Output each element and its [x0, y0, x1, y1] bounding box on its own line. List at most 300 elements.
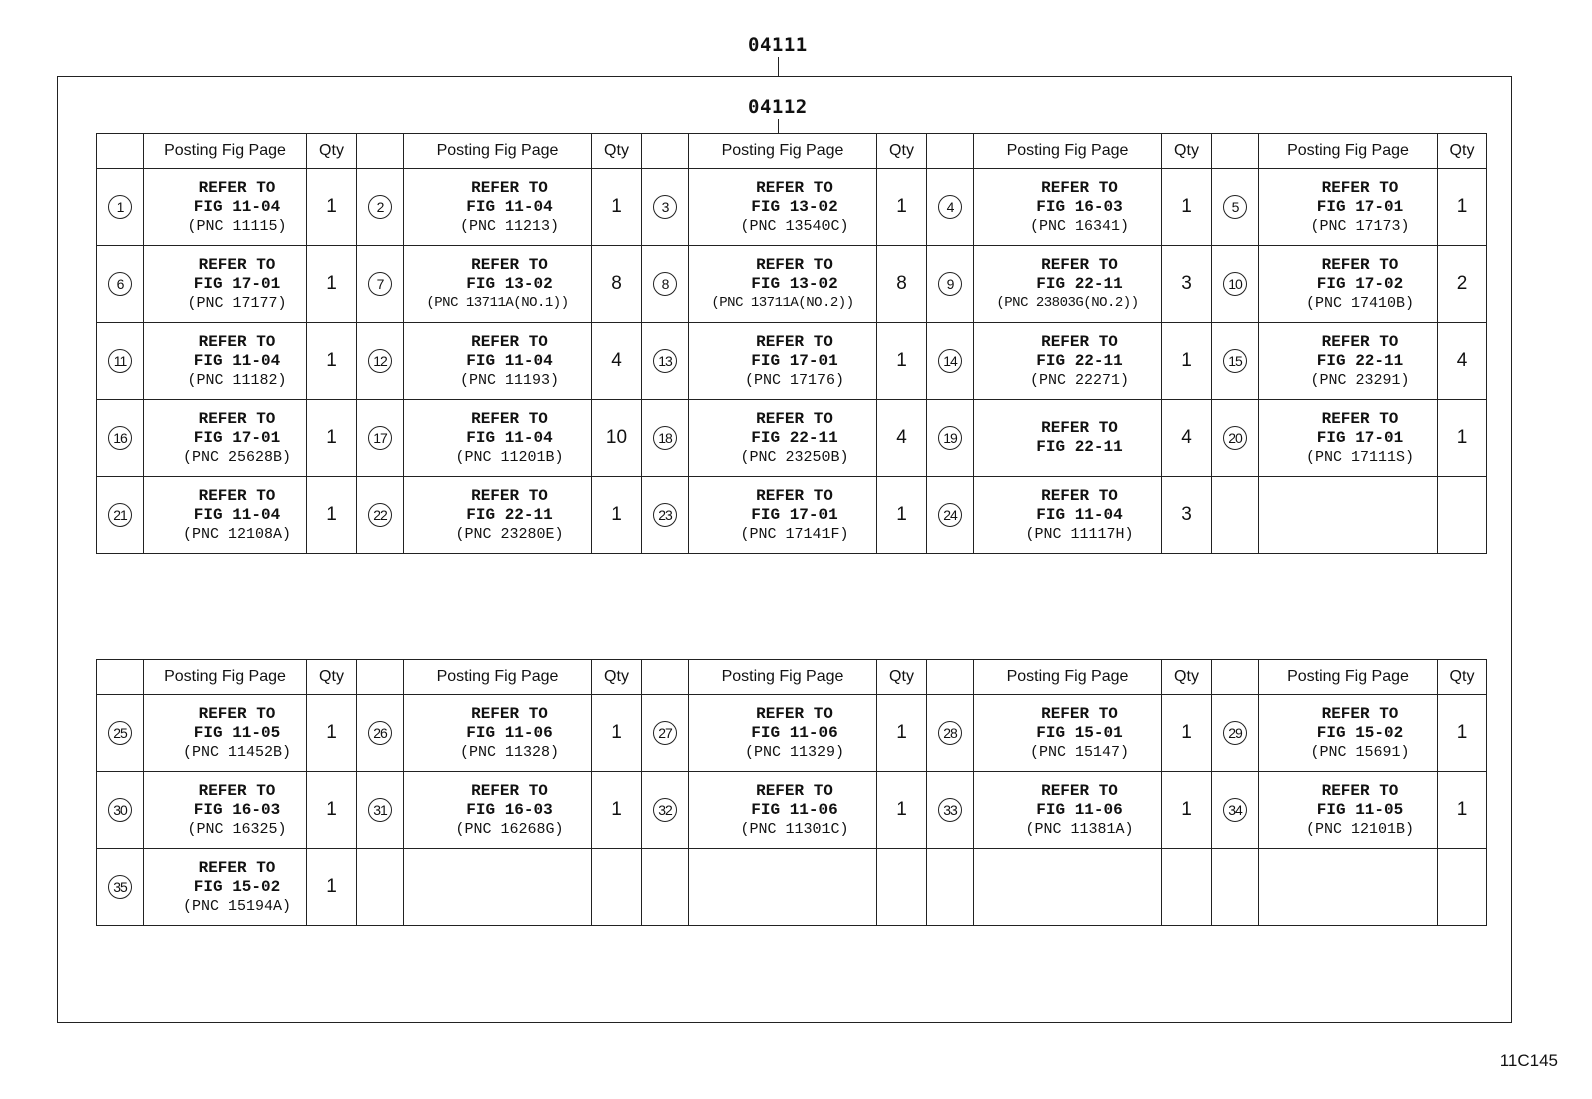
pnc-reference: (PNC 23803G(NO.2)) — [996, 294, 1139, 311]
qty-cell: 1 — [1438, 772, 1487, 849]
item-number-cell — [357, 695, 404, 772]
item-number-badge: 15 — [1223, 349, 1247, 373]
item-number-badge: 19 — [938, 426, 962, 450]
qty-cell: 2 — [1438, 246, 1487, 323]
item-number-cell — [927, 400, 974, 477]
item-number-badge: 6 — [108, 272, 132, 296]
qty-cell: 1 — [307, 477, 357, 554]
qty-cell: 1 — [307, 849, 357, 926]
fig-reference: FIG 17-01 — [751, 505, 838, 524]
pnc-reference: (PNC 13540C) — [740, 217, 849, 235]
header-number-cell — [357, 660, 404, 695]
header-qty: Qty — [307, 134, 357, 169]
pnc-reference: (PNC 23291) — [1310, 371, 1410, 389]
header-qty: Qty — [1162, 134, 1212, 169]
item-number-badge: 11 — [108, 349, 132, 373]
qty-cell: 1 — [592, 169, 642, 246]
fig-reference: FIG 11-06 — [751, 723, 838, 742]
refer-to-label: REFER TO — [1041, 255, 1118, 274]
reference-cell — [974, 477, 1162, 554]
item-number-badge: 26 — [368, 721, 392, 745]
fig-reference: FIG 22-11 — [751, 428, 838, 447]
fig-reference: FIG 17-01 — [1316, 428, 1404, 447]
item-number-badge: 7 — [368, 272, 392, 296]
refer-to-label: REFER TO — [198, 409, 276, 428]
item-number-badge: 5 — [1223, 195, 1247, 219]
qty-cell: 1 — [877, 477, 927, 554]
qty-cell: 8 — [877, 246, 927, 323]
refer-to-label: REFER TO — [1041, 704, 1118, 723]
header-posting-fig-page: Posting Fig Page — [1259, 660, 1438, 695]
qty-cell: 1 — [1162, 169, 1212, 246]
qty-cell: 1 — [592, 477, 642, 554]
reference-cell — [404, 772, 592, 849]
table-row — [97, 849, 1487, 926]
item-number-cell — [1212, 849, 1259, 926]
header-number-cell — [642, 134, 689, 169]
header-posting-fig-page: Posting Fig Page — [1259, 134, 1438, 169]
item-number-badge: 14 — [938, 349, 962, 373]
reference-cell — [974, 169, 1162, 246]
item-number-badge: 28 — [938, 721, 962, 745]
parts-reference-table-2 — [96, 659, 1487, 926]
fig-reference: FIG 17-01 — [193, 274, 281, 293]
pnc-reference: (PNC 11182) — [187, 371, 287, 389]
table-row — [97, 772, 1487, 849]
header-posting-fig-page: Posting Fig Page — [974, 134, 1162, 169]
refer-to-label: REFER TO — [471, 409, 548, 428]
fig-reference: FIG 17-01 — [193, 428, 281, 447]
item-number-cell — [357, 169, 404, 246]
item-number-cell — [642, 695, 689, 772]
qty-cell: 4 — [592, 323, 642, 400]
item-number-badge: 35 — [108, 875, 132, 899]
table-row — [97, 477, 1487, 554]
pnc-reference: (PNC 11213) — [459, 217, 560, 235]
table-row — [97, 169, 1487, 246]
item-number-cell — [97, 400, 144, 477]
reference-cell — [144, 323, 307, 400]
item-number-cell — [357, 849, 404, 926]
refer-to-label: REFER TO — [756, 332, 833, 351]
refer-to-label: REFER TO — [756, 255, 833, 274]
header-posting-fig-page: Posting Fig Page — [689, 660, 877, 695]
reference-cell — [1259, 695, 1438, 772]
reference-cell — [974, 849, 1162, 926]
refer-to-label: REFER TO — [198, 486, 276, 505]
item-number-cell — [97, 246, 144, 323]
header-qty: Qty — [1438, 134, 1487, 169]
fig-reference: FIG 11-06 — [1036, 800, 1123, 819]
item-number-badge: 12 — [368, 349, 392, 373]
pnc-reference: (PNC 11329) — [744, 743, 845, 761]
qty-cell: 1 — [307, 400, 357, 477]
reference-cell — [974, 323, 1162, 400]
pnc-reference: (PNC 11117H) — [1025, 525, 1134, 543]
refer-to-label: REFER TO — [1321, 781, 1399, 800]
pnc-reference: (PNC 12101B) — [1305, 820, 1415, 838]
refer-to-label: REFER TO — [756, 781, 833, 800]
reference-cell — [1259, 246, 1438, 323]
item-number-cell — [357, 400, 404, 477]
refer-to-label: REFER TO — [1321, 409, 1399, 428]
item-number-cell — [357, 246, 404, 323]
header-number-cell — [97, 660, 144, 695]
reference-cell — [689, 477, 877, 554]
item-number-cell — [927, 323, 974, 400]
item-number-badge: 33 — [938, 798, 962, 822]
reference-cell — [144, 695, 307, 772]
reference-cell — [144, 772, 307, 849]
pnc-reference: (PNC 17410B) — [1305, 294, 1415, 312]
header-number-cell — [1212, 660, 1259, 695]
item-number-cell — [1212, 169, 1259, 246]
refer-to-label: REFER TO — [198, 704, 276, 723]
fig-reference: FIG 22-11 — [1036, 274, 1123, 293]
reference-cell — [1259, 169, 1438, 246]
fig-reference: FIG 17-02 — [1316, 274, 1404, 293]
qty-cell — [1438, 849, 1487, 926]
reference-cell — [144, 169, 307, 246]
reference-cell — [974, 246, 1162, 323]
fig-reference: FIG 16-03 — [193, 800, 281, 819]
item-number-badge: 18 — [653, 426, 677, 450]
fig-reference: FIG 11-04 — [466, 197, 553, 216]
refer-to-label: REFER TO — [1321, 704, 1399, 723]
item-number-badge: 4 — [938, 195, 962, 219]
refer-to-label: REFER TO — [471, 781, 548, 800]
item-number-cell — [927, 695, 974, 772]
qty-cell: 1 — [1438, 400, 1487, 477]
refer-to-label: REFER TO — [198, 332, 276, 351]
item-number-badge: 10 — [1223, 272, 1247, 296]
reference-cell — [1259, 849, 1438, 926]
pnc-reference: (PNC 12108A) — [182, 525, 292, 543]
refer-to-label: REFER TO — [1321, 178, 1399, 197]
qty-cell: 1 — [1438, 169, 1487, 246]
qty-cell — [592, 849, 642, 926]
reference-cell — [1259, 477, 1438, 554]
item-number-cell — [642, 772, 689, 849]
qty-cell: 3 — [1162, 246, 1212, 323]
fig-reference: FIG 11-04 — [466, 351, 553, 370]
header-posting-fig-page: Posting Fig Page — [144, 134, 307, 169]
qty-cell: 1 — [1438, 695, 1487, 772]
refer-to-label: REFER TO — [471, 332, 548, 351]
qty-cell: 1 — [877, 695, 927, 772]
header-posting-fig-page: Posting Fig Page — [144, 660, 307, 695]
pnc-reference: (PNC 11328) — [459, 743, 560, 761]
refer-to-label: REFER TO — [198, 178, 276, 197]
header-posting-fig-page: Posting Fig Page — [974, 660, 1162, 695]
item-number-cell — [97, 169, 144, 246]
item-number-badge: 1 — [108, 195, 132, 219]
refer-to-label: REFER TO — [756, 409, 833, 428]
reference-cell — [974, 695, 1162, 772]
pnc-reference: (PNC 17111S) — [1305, 448, 1415, 466]
qty-cell — [1162, 849, 1212, 926]
reference-cell — [689, 323, 877, 400]
reference-cell — [974, 400, 1162, 477]
item-number-badge: 31 — [368, 798, 392, 822]
refer-to-label: REFER TO — [471, 704, 548, 723]
fig-reference: FIG 11-04 — [466, 428, 553, 447]
item-number-cell — [357, 477, 404, 554]
fig-reference: FIG 15-02 — [1316, 723, 1404, 742]
refer-to-label: REFER TO — [1041, 178, 1118, 197]
reference-cell — [689, 400, 877, 477]
qty-cell: 8 — [592, 246, 642, 323]
item-number-cell — [357, 323, 404, 400]
pnc-reference: (PNC 13711A(NO.1)) — [426, 294, 569, 311]
header-qty: Qty — [877, 660, 927, 695]
reference-cell — [1259, 772, 1438, 849]
refer-to-label: REFER TO — [1321, 332, 1399, 351]
pnc-reference: (PNC 22271) — [1029, 371, 1130, 389]
pnc-reference: (PNC 23280E) — [455, 525, 564, 543]
item-number-cell — [1212, 695, 1259, 772]
pnc-reference: (PNC 16268G) — [455, 820, 564, 838]
pnc-reference: (PNC 13711A(NO.2)) — [711, 294, 854, 311]
table-row — [97, 246, 1487, 323]
pnc-reference: (PNC 15194A) — [182, 897, 292, 915]
reference-cell — [974, 772, 1162, 849]
item-number-cell — [927, 772, 974, 849]
qty-cell: 1 — [307, 695, 357, 772]
reference-cell — [689, 246, 877, 323]
refer-to-label: REFER TO — [1041, 486, 1118, 505]
assembly-code-sub: 04112 — [748, 96, 808, 118]
qty-cell: 1 — [307, 246, 357, 323]
qty-cell — [877, 849, 927, 926]
fig-reference: FIG 11-06 — [751, 800, 838, 819]
item-number-cell — [1212, 772, 1259, 849]
header-row — [97, 134, 1487, 169]
pnc-reference: (PNC 17176) — [744, 371, 845, 389]
reference-cell — [404, 400, 592, 477]
item-number-badge: 34 — [1223, 798, 1247, 822]
qty-cell: 1 — [877, 323, 927, 400]
header-qty: Qty — [1438, 660, 1487, 695]
pnc-reference: (PNC 25628B) — [182, 448, 292, 466]
fig-reference: FIG 22-11 — [1316, 351, 1404, 370]
item-number-badge: 29 — [1223, 721, 1247, 745]
reference-cell — [689, 772, 877, 849]
item-number-badge: 27 — [653, 721, 677, 745]
item-number-cell — [642, 849, 689, 926]
fig-reference: FIG 11-04 — [193, 351, 281, 370]
reference-cell — [689, 849, 877, 926]
refer-to-label: REFER TO — [756, 178, 833, 197]
refer-to-label: REFER TO — [471, 178, 548, 197]
item-number-cell — [97, 477, 144, 554]
reference-cell — [144, 849, 307, 926]
pnc-reference: (PNC 15147) — [1029, 743, 1130, 761]
refer-to-label: REFER TO — [1041, 332, 1118, 351]
item-number-badge: 21 — [108, 503, 132, 527]
pnc-reference: (PNC 11381A) — [1025, 820, 1134, 838]
header-posting-fig-page: Posting Fig Page — [404, 660, 592, 695]
item-number-badge: 2 — [368, 195, 392, 219]
item-number-cell — [97, 849, 144, 926]
qty-cell — [1438, 477, 1487, 554]
pnc-reference: (PNC 16325) — [187, 820, 287, 838]
qty-cell: 1 — [877, 772, 927, 849]
item-number-badge: 23 — [653, 503, 677, 527]
table-row — [97, 323, 1487, 400]
refer-to-label: REFER TO — [198, 781, 276, 800]
fig-reference: FIG 22-11 — [1036, 351, 1123, 370]
pnc-reference: (PNC 11193) — [459, 371, 560, 389]
reference-cell — [144, 400, 307, 477]
item-number-badge: 16 — [108, 426, 132, 450]
refer-to-label: REFER TO — [756, 486, 833, 505]
qty-cell: 3 — [1162, 477, 1212, 554]
fig-reference: FIG 11-06 — [466, 723, 553, 742]
fig-reference: FIG 15-02 — [193, 877, 281, 896]
item-number-cell — [927, 477, 974, 554]
qty-cell: 1 — [877, 169, 927, 246]
item-number-badge: 22 — [368, 503, 392, 527]
qty-cell: 4 — [877, 400, 927, 477]
pnc-reference: (PNC 23250B) — [740, 448, 849, 466]
qty-cell: 1 — [592, 772, 642, 849]
reference-cell — [689, 169, 877, 246]
qty-cell: 1 — [307, 772, 357, 849]
reference-cell — [404, 169, 592, 246]
qty-cell: 1 — [307, 169, 357, 246]
fig-reference: FIG 11-05 — [1316, 800, 1404, 819]
pnc-reference: (PNC 15691) — [1310, 743, 1410, 761]
pnc-reference: (PNC 11115) — [187, 217, 287, 235]
item-number-cell — [97, 772, 144, 849]
qty-cell: 4 — [1438, 323, 1487, 400]
item-number-cell — [1212, 477, 1259, 554]
item-number-badge: 30 — [108, 798, 132, 822]
refer-to-label: REFER TO — [756, 704, 833, 723]
qty-cell: 4 — [1162, 400, 1212, 477]
item-number-cell — [927, 169, 974, 246]
fig-reference: FIG 15-01 — [1036, 723, 1123, 742]
item-number-badge: 3 — [653, 195, 677, 219]
fig-reference: FIG 11-04 — [1036, 505, 1123, 524]
qty-cell: 10 — [592, 400, 642, 477]
item-number-cell — [97, 695, 144, 772]
fig-reference: FIG 13-02 — [751, 274, 838, 293]
fig-reference: FIG 17-01 — [1316, 197, 1404, 216]
pnc-reference: (PNC 17177) — [187, 294, 287, 312]
reference-cell — [144, 246, 307, 323]
header-number-cell — [357, 134, 404, 169]
header-qty: Qty — [592, 134, 642, 169]
fig-reference: FIG 13-02 — [466, 274, 553, 293]
item-number-cell — [642, 477, 689, 554]
table-row — [97, 400, 1487, 477]
refer-to-label: REFER TO — [198, 858, 276, 877]
header-number-cell — [927, 134, 974, 169]
pnc-reference: (PNC 11301C) — [740, 820, 849, 838]
header-qty: Qty — [877, 134, 927, 169]
item-number-badge: 25 — [108, 721, 132, 745]
fig-reference: FIG 11-04 — [193, 505, 281, 524]
item-number-cell — [927, 246, 974, 323]
refer-to-label: REFER TO — [1041, 419, 1118, 437]
item-number-badge: 32 — [653, 798, 677, 822]
header-number-cell — [1212, 134, 1259, 169]
item-number-cell — [642, 246, 689, 323]
qty-cell: 1 — [307, 323, 357, 400]
leader-line-sub — [778, 119, 779, 133]
qty-cell: 1 — [592, 695, 642, 772]
item-number-cell — [1212, 323, 1259, 400]
reference-cell — [1259, 323, 1438, 400]
item-number-badge: 9 — [938, 272, 962, 296]
fig-reference: FIG 11-04 — [193, 197, 281, 216]
header-qty: Qty — [1162, 660, 1212, 695]
qty-cell: 1 — [1162, 772, 1212, 849]
reference-cell — [404, 246, 592, 323]
pnc-reference: (PNC 17173) — [1310, 217, 1410, 235]
refer-to-label: REFER TO — [1041, 781, 1118, 800]
item-number-badge: 13 — [653, 349, 677, 373]
reference-cell — [1259, 400, 1438, 477]
header-number-cell — [97, 134, 144, 169]
qty-cell: 1 — [1162, 323, 1212, 400]
pnc-reference: (PNC 16341) — [1029, 217, 1130, 235]
reference-cell — [689, 695, 877, 772]
header-number-cell — [927, 660, 974, 695]
fig-reference: FIG 22-11 — [1036, 438, 1123, 456]
reference-cell — [144, 477, 307, 554]
item-number-cell — [927, 849, 974, 926]
item-number-cell — [642, 323, 689, 400]
item-number-badge: 24 — [938, 503, 962, 527]
assembly-code-top: 04111 — [748, 34, 808, 56]
reference-cell — [404, 695, 592, 772]
fig-reference: FIG 16-03 — [466, 800, 553, 819]
fig-reference: FIG 13-02 — [751, 197, 838, 216]
item-number-badge: 17 — [368, 426, 392, 450]
fig-reference: FIG 17-01 — [751, 351, 838, 370]
reference-cell — [404, 849, 592, 926]
qty-cell: 1 — [1162, 695, 1212, 772]
fig-reference: FIG 11-05 — [193, 723, 281, 742]
pnc-reference: (PNC 11201B) — [455, 448, 564, 466]
pnc-reference: (PNC 11452B) — [182, 743, 292, 761]
fig-reference: FIG 16-03 — [1036, 197, 1123, 216]
item-number-cell — [642, 400, 689, 477]
item-number-cell — [357, 772, 404, 849]
illustration-code: 11C145 — [1499, 1051, 1558, 1070]
item-number-cell — [97, 323, 144, 400]
refer-to-label: REFER TO — [471, 486, 548, 505]
pnc-reference: (PNC 17141F) — [740, 525, 849, 543]
refer-to-label: REFER TO — [471, 255, 548, 274]
header-qty: Qty — [592, 660, 642, 695]
fig-reference: FIG 22-11 — [466, 505, 553, 524]
header-qty: Qty — [307, 660, 357, 695]
header-number-cell — [642, 660, 689, 695]
header-posting-fig-page: Posting Fig Page — [689, 134, 877, 169]
leader-line-top — [778, 57, 779, 76]
item-number-cell — [1212, 246, 1259, 323]
item-number-cell — [1212, 400, 1259, 477]
refer-to-label: REFER TO — [1321, 255, 1399, 274]
table-row — [97, 695, 1487, 772]
item-number-cell — [642, 169, 689, 246]
reference-cell — [404, 477, 592, 554]
item-number-badge: 8 — [653, 272, 677, 296]
